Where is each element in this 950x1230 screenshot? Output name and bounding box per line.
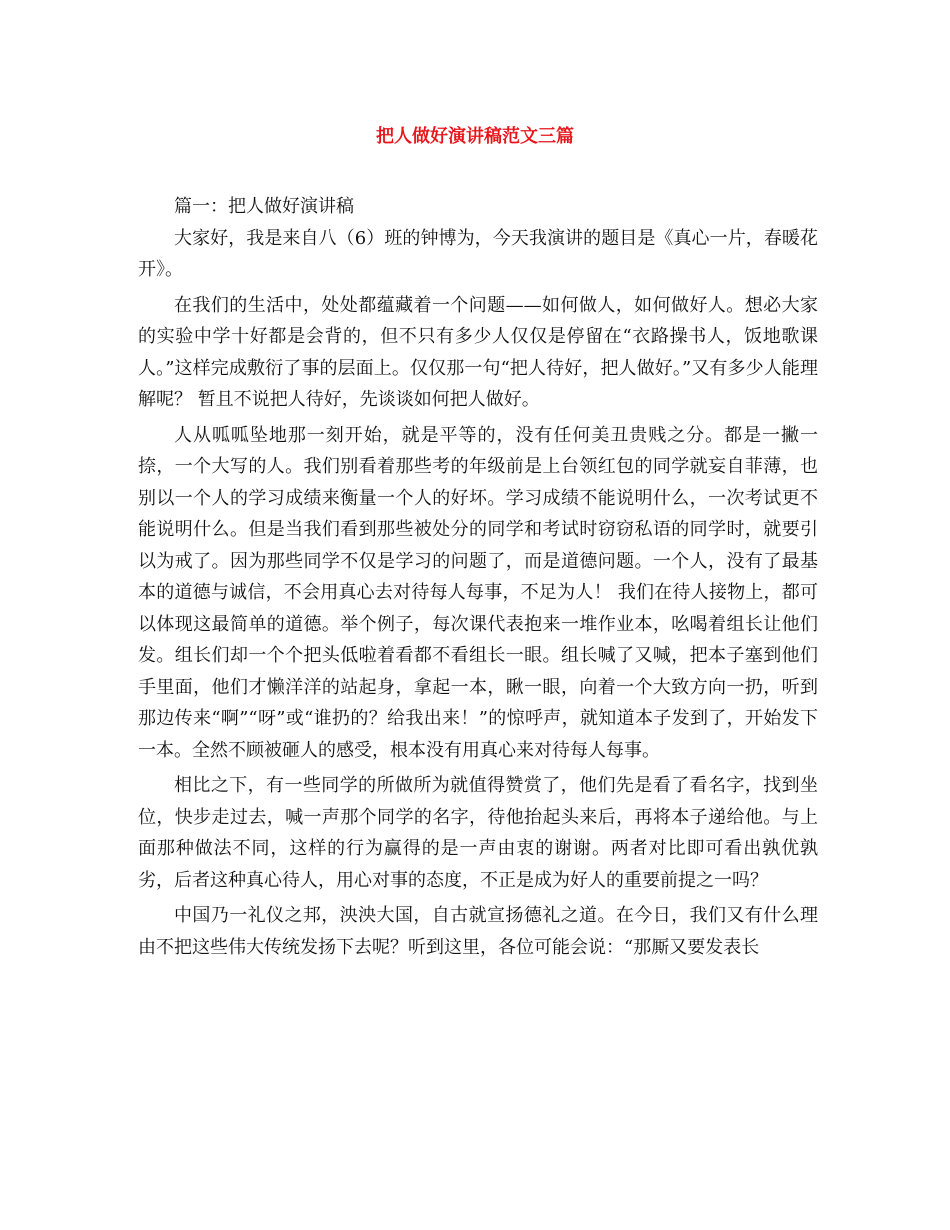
document-title: 把人做好演讲稿范文三篇 (376, 126, 574, 147)
paragraph: 人从呱呱坠地那一刻开始，就是平等的，没有任何美丑贵贱之分。都是一撇一捺，一个大写的人。我们别看着那些考的年级前是上台领红包的同学就妄自菲薄，也别以一个人的学习成绩来衡量一个人的好坏。学习成绩不能说明什么，一次考试更不能说明什么。但是当我们看到那些被处分的同学和考试时窃窃私语的同学时，就要引以为戒了。因为那些同学不仅是学习的问题了，而是道德问题。一个人，没有了最基本的道德与诚信，不会用真心去对待每人每事，不足为人！ 我们在待人接物上，都可以体现这最简单的道德。举个例子，每次课代表抱来一堆作业本，吆喝着组长让他们发。组长们却一个个把头低啦着看都不看组长一眼。组长喊了又喊，把本子塞到他们手里面，他们才懒洋洋的站起身，拿起一本，瞅一眼，向着一个大致方向一扔，听到那边传来“啊”“呀”或“谁扔的？给我出来！”的惊呼声，就知道本子发到了，开始发下一本。全然不顾被砸人的感受，根本没有用真心来对待每人每事。 (138, 424, 818, 761)
document-body (138, 191, 818, 967)
paragraph: 中国乃一礼仪之邦，泱泱大国，自古就宣扬德礼之道。在今日，我们又有什么理由不把这些伟大传统发扬下去呢？听到这里，各位可能会说：“那厮又要发表长 (138, 905, 818, 958)
paragraph: 相比之下，有一些同学的所做所为就值得赞赏了，他们先是看了看名字，找到坐位，快步走过去，喊一声那个同学的名字，待他抬起头来后，再将本子递给他。与上面那种做法不同，这样的行为赢得的是一声由衷的谢谢。两者对比即可看出孰优孰劣，后者这种真心待人，用心对事的态度，不正是成为好人的重要前提之一吗？ (138, 775, 818, 891)
section-heading: 篇一：把人做好演讲稿 (174, 196, 354, 217)
paragraph: 在我们的生活中，处处都蕴藏着一个问题——如何做人，如何做好人。想必大家的实验中学十好都是会背的，但不只有多少人仅仅是停留在“衣路操书人，饭地歌课人。”这样完成敷衍了事的层面上。仅仅那一句“把人待好，把人做好。”又有多少人能理解呢？ 暂且不说把人待好，先谈谈如何把人做好。 (138, 294, 818, 410)
paragraph: 大家好，我是来自八（6）班的钟博为，今天我演讲的题目是《真心一片，春暖花开》。 (138, 227, 818, 280)
